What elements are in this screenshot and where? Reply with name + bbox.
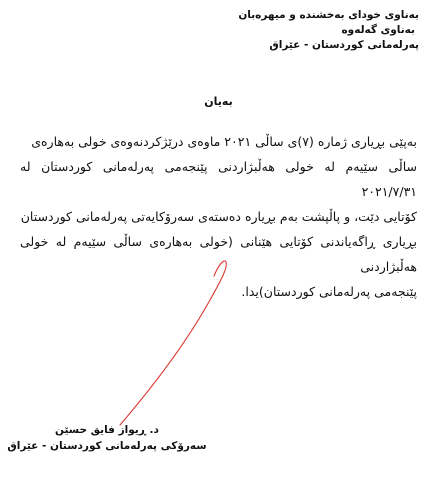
- document-header: [238, 8, 419, 53]
- document-body: [20, 129, 417, 304]
- signatory-name: د. ڕیواز فایق حسێن: [55, 424, 159, 436]
- header-people: بەناوی گەلەوە: [341, 24, 415, 36]
- body-line: بڕیاری ڕاگەیاندنی کۆتایی هێنانی (خولی بەهارەی ساڵی سێیەم لە خولی هەڵبژاردنی: [20, 234, 417, 274]
- signatory-role: سەرۆکی پەرلەمانی کوردستان - عێراق: [7, 440, 207, 452]
- body-line: کۆتایی دێت، و پاڵپشت بەم بڕیارە دەستەی سەرۆکایەتی پەرلەمانی کوردستان: [20, 209, 417, 224]
- document-title: بەیان: [204, 95, 233, 108]
- body-line: ساڵی سێیەم لە خولی هەڵبژاردنی پێنجەمی پەرلەمانی کوردستان لە ٢٠٢١/٧/٣١: [20, 159, 417, 199]
- signature-block: [7, 422, 207, 454]
- body-line: پێنجەمی پەرلەمانی کوردستان)یدا.: [241, 284, 417, 299]
- body-line: بەپێی بڕیاری ژمارە (٧)ی ساڵی ٢٠٢١ ماوەی درێژکردنەوەی خولی بەهارەی: [31, 134, 417, 149]
- header-parliament: پەرلەمانی کوردستان - عێراق: [269, 39, 419, 51]
- header-basmala: بەناوی خودای بەخشندە و میهرەبان: [238, 9, 419, 21]
